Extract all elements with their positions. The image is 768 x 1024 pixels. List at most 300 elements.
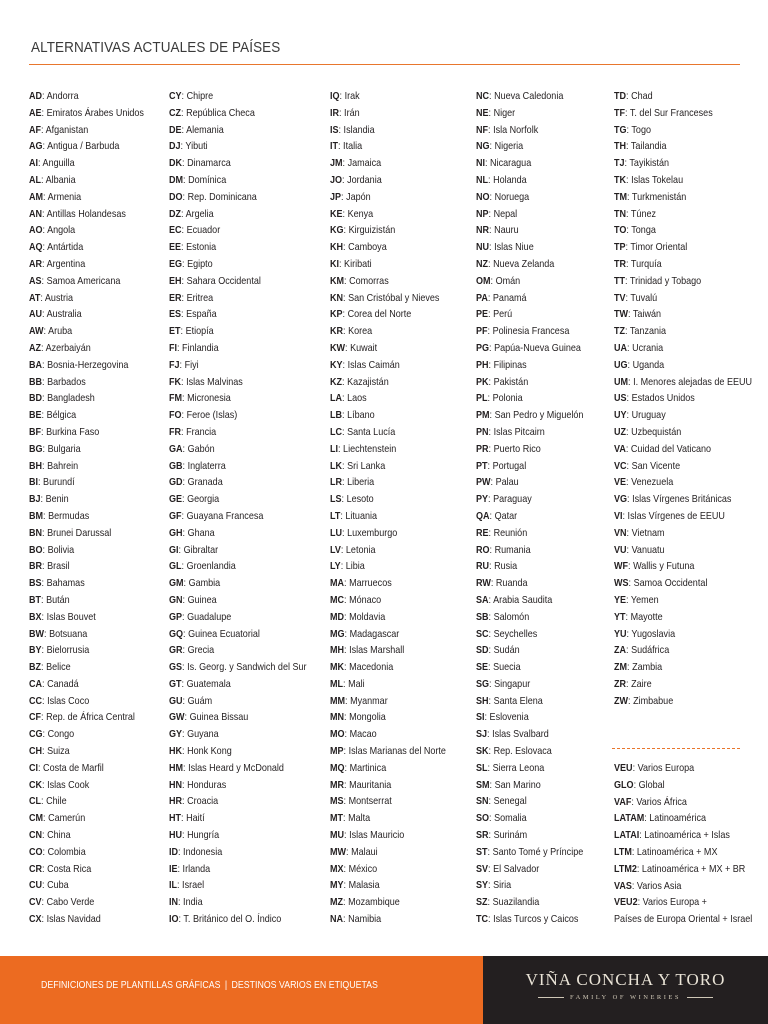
entry-name: T. Británico del O. Índico: [183, 913, 282, 926]
list-item: [29, 844, 144, 861]
entry-code: MW: [330, 845, 347, 858]
entry-name: Puerto Rico: [493, 442, 541, 455]
entry-colon: :: [488, 358, 494, 371]
entry-code: SI: [476, 711, 485, 724]
list-item: [330, 592, 446, 609]
entry-code: HK: [169, 745, 183, 758]
list-item: [29, 323, 144, 340]
list-item: [330, 441, 446, 458]
list-item: [614, 810, 752, 827]
entry-code: HR: [169, 795, 183, 808]
entry-name: Croacia: [187, 795, 219, 808]
entry-name: Rep. Eslovaca: [493, 745, 552, 758]
entry-code: SV: [476, 862, 489, 875]
entry-name: Gibraltar: [183, 543, 219, 556]
entry-name: Tailandia: [630, 140, 667, 153]
entry-code: GQ: [169, 627, 184, 640]
entry-colon: :: [42, 375, 48, 388]
entry-colon: :: [181, 224, 187, 237]
entry-name: Kuwait: [350, 341, 378, 354]
entry-code: AZ: [29, 341, 42, 354]
entry-code: PY: [476, 493, 489, 506]
entry-name: Islas Coco: [47, 694, 90, 707]
entry-code: CZ: [169, 106, 182, 119]
entry-colon: :: [626, 593, 631, 606]
list-item: [614, 138, 752, 155]
entry-colon: :: [487, 761, 493, 774]
entry-colon: :: [345, 694, 351, 707]
entry-colon: :: [626, 425, 632, 438]
entry-colon: :: [628, 694, 634, 707]
entry-name: Omán: [495, 274, 521, 287]
entry-colon: :: [339, 106, 345, 119]
entry-colon: :: [38, 476, 44, 489]
list-item: [614, 122, 752, 139]
entry-code: BR: [29, 560, 43, 573]
entry-name: San Cristóbal y Nieves: [348, 291, 440, 304]
entry-colon: :: [488, 526, 494, 539]
entry-colon: :: [182, 459, 188, 472]
list-item: [476, 290, 583, 307]
list-item: [169, 256, 307, 273]
entry-name: Chile: [46, 795, 67, 808]
entry-code: KG: [330, 224, 344, 237]
list-item: [476, 138, 583, 155]
entry-colon: :: [625, 274, 630, 287]
entry-colon: :: [625, 610, 631, 623]
entry-name: Libia: [345, 560, 365, 573]
entry-code: KI: [330, 257, 340, 270]
entry-code: LV: [330, 543, 341, 556]
entry-name: Guinea: [187, 593, 217, 606]
entry-code: TM: [614, 190, 628, 203]
entry-code: BO: [29, 543, 43, 556]
list-item: [330, 88, 446, 105]
entry-name: Malasia: [348, 879, 380, 892]
entry-colon: :: [181, 123, 187, 136]
entry-code: DO: [169, 190, 183, 203]
entry-name: Panamá: [492, 291, 527, 304]
entry-name: Filipinas: [493, 358, 527, 371]
entry-name: Gabón: [187, 442, 215, 455]
entry-code: LR: [330, 476, 343, 489]
entry-code: GS: [169, 661, 183, 674]
entry-code: AM: [29, 190, 44, 203]
entry-code: BA: [29, 358, 43, 371]
list-item: [169, 155, 307, 172]
entry-name: Santo Tomé y Príncipe: [492, 845, 584, 858]
entry-name: Portugal: [492, 459, 527, 472]
list-item: [476, 374, 583, 391]
list-item: [330, 810, 446, 827]
entry-name: India: [183, 896, 203, 909]
entry-colon: :: [490, 274, 496, 287]
list-item: [169, 458, 307, 475]
entry-colon: :: [41, 644, 47, 657]
entry-name: Alemania: [186, 123, 224, 136]
list-item: [169, 810, 307, 827]
entry-code: MM: [330, 694, 346, 707]
entry-colon: :: [341, 190, 347, 203]
entry-code: BB: [29, 375, 43, 388]
list-item: [476, 323, 583, 340]
entry-code: ID: [169, 845, 179, 858]
entry-code: GW: [169, 711, 185, 724]
entry-code: PW: [476, 476, 491, 489]
list-item: [614, 827, 752, 844]
list-item: [476, 642, 583, 659]
entry-code: TH: [614, 140, 627, 153]
entry-name: Jordania: [347, 173, 382, 186]
entry-colon: :: [344, 829, 350, 842]
list-item: [29, 122, 144, 139]
entry-colon: :: [343, 745, 349, 758]
regions-divider: [612, 748, 740, 749]
entry-name: Vanuatu: [631, 543, 665, 556]
entry-name: Rep. de África Central: [46, 711, 135, 724]
list-item: [614, 911, 752, 928]
entry-name: Kiribati: [344, 257, 372, 270]
list-item: [330, 877, 446, 894]
list-item: [169, 777, 307, 794]
entry-name: Irán: [344, 106, 360, 119]
entry-colon: :: [627, 341, 633, 354]
entry-colon: :: [42, 241, 48, 254]
entry-colon: :: [177, 879, 183, 892]
entry-name: Bulgaria: [47, 442, 81, 455]
entry-name: Suecia: [493, 661, 521, 674]
entry-name: Islas Svalbard: [492, 728, 549, 741]
entry-colon: :: [41, 425, 47, 438]
list-item: [330, 390, 446, 407]
list-item: [169, 626, 307, 643]
entry-name: Haití: [186, 812, 205, 825]
list-item: [29, 911, 144, 928]
list-item: [169, 122, 307, 139]
entry-colon: :: [181, 425, 187, 438]
list-item: [476, 659, 583, 676]
list-item: [476, 726, 583, 743]
entry-colon: :: [487, 896, 493, 909]
entry-colon: :: [44, 627, 50, 640]
entry-code: KW: [330, 341, 346, 354]
entry-name: Finlandia: [182, 341, 219, 354]
entry-colon: :: [489, 224, 495, 237]
entry-colon: :: [181, 90, 187, 102]
entry-name: Israel: [182, 879, 205, 892]
list-item: [614, 357, 752, 374]
entry-code: UM: [614, 375, 629, 388]
list-item: [169, 793, 307, 810]
entry-code: SK: [476, 745, 489, 758]
list-item: [614, 525, 752, 542]
entry-code: GL: [169, 560, 182, 573]
list-item: [169, 441, 307, 458]
entry-colon: :: [488, 610, 494, 623]
entry-colon: :: [179, 358, 185, 371]
list-item: [330, 693, 446, 710]
entry-code: JO: [330, 173, 343, 186]
list-item: [476, 172, 583, 189]
entry-colon: :: [626, 207, 631, 220]
list-item: [476, 491, 583, 508]
entry-code: TF: [614, 106, 626, 119]
entry-code: MP: [330, 745, 344, 758]
list-item: [169, 642, 307, 659]
entry-code: IQ: [330, 90, 340, 102]
entry-code: MC: [330, 593, 345, 606]
entry-name: Ghana: [187, 526, 215, 539]
entry-name: Argentina: [46, 257, 86, 270]
entry-name: Islas Cook: [47, 778, 90, 791]
entry-name: Eslovenia: [489, 711, 529, 724]
entry-code: ST: [476, 845, 488, 858]
list-item: [330, 642, 446, 659]
entry-name: Honk Kong: [187, 745, 232, 758]
list-item: [614, 290, 752, 307]
entry-name: Latinoamérica + Islas: [644, 829, 730, 842]
entry-colon: :: [632, 762, 638, 774]
entry-name: Samoa Americana: [46, 274, 121, 287]
entry-name: Países de Europa Oriental + Israel: [614, 913, 753, 926]
entry-colon: :: [342, 476, 348, 489]
list-item: [476, 558, 583, 575]
entry-colon: :: [628, 308, 633, 321]
entry-code: FO: [169, 409, 182, 422]
entry-colon: :: [487, 325, 493, 338]
list-item: [169, 894, 307, 911]
entry-colon: :: [625, 106, 630, 119]
entry-code: BT: [29, 593, 42, 606]
entry-code: GI: [169, 543, 179, 556]
entry-colon: :: [488, 207, 494, 220]
list-item: [614, 206, 752, 223]
list-item: [476, 626, 583, 643]
list-item: [614, 861, 752, 878]
entry-code: HT: [169, 812, 182, 825]
entry-colon: :: [182, 593, 188, 606]
entry-code: TR: [614, 257, 627, 270]
entry-colon: :: [488, 879, 494, 892]
entry-code: NR: [476, 224, 490, 237]
list-item: [476, 844, 583, 861]
list-item: [29, 508, 144, 525]
footer-orange-panel: [0, 956, 483, 1024]
entry-colon: :: [489, 241, 495, 254]
list-item: [330, 542, 446, 559]
list-item: [476, 424, 583, 441]
list-item: [169, 424, 307, 441]
entry-colon: :: [344, 661, 350, 674]
entry-code: ML: [330, 677, 344, 690]
entry-code: CY: [169, 90, 182, 102]
entry-code: CI: [29, 761, 39, 774]
list-item: [614, 458, 752, 475]
entry-name: Islandia: [343, 123, 375, 136]
entry-name: Zaire: [631, 677, 652, 690]
entry-colon: :: [181, 812, 187, 825]
entry-colon: :: [184, 711, 190, 724]
list-item: [29, 861, 144, 878]
list-item: [29, 441, 144, 458]
entry-colon: :: [342, 409, 348, 422]
entry-name: Uruguay: [631, 409, 666, 422]
entry-name: Etiopía: [185, 325, 214, 338]
list-item: [614, 878, 752, 895]
entry-code: MS: [330, 795, 344, 808]
list-item: [476, 575, 583, 592]
entry-name: Trinidad y Tobago: [629, 274, 702, 287]
list-item: [330, 306, 446, 323]
entry-name: T. del Sur Franceses: [629, 106, 713, 119]
entry-code: SH: [476, 694, 489, 707]
entry-colon: :: [340, 543, 346, 556]
entry-name: Singapur: [494, 677, 531, 690]
entry-code: BJ: [29, 493, 41, 506]
entry-code: AD: [29, 90, 43, 102]
entry-code: TV: [614, 291, 626, 304]
entry-code: VC: [614, 459, 627, 472]
list-item: [614, 390, 752, 407]
list-item: [614, 155, 752, 172]
list-item: [29, 827, 144, 844]
list-item: [330, 172, 446, 189]
entry-colon: :: [625, 241, 631, 254]
entry-name: Turquía: [630, 257, 662, 270]
entry-colon: :: [488, 627, 494, 640]
entry-name: Varios Europa +: [642, 896, 707, 909]
list-item: [476, 474, 583, 491]
entry-code: EG: [169, 257, 183, 270]
entry-name: Domínica: [188, 173, 227, 186]
entry-name: Varios África: [636, 795, 687, 808]
entry-code: DZ: [169, 207, 182, 220]
entry-colon: :: [41, 795, 47, 808]
entry-colon: :: [626, 123, 632, 136]
list-item: [169, 340, 307, 357]
entry-name: Bermudas: [48, 509, 90, 522]
list-item: [476, 542, 583, 559]
entry-colon: :: [342, 459, 348, 472]
list-item: [29, 542, 144, 559]
entry-name: Burundí: [43, 476, 75, 489]
entry-name: Palau: [495, 476, 519, 489]
entry-colon: :: [490, 476, 496, 489]
list-item: [29, 726, 144, 743]
entry-code: VN: [614, 526, 627, 539]
entry-code: MZ: [330, 896, 344, 909]
entry-code: NP: [476, 207, 489, 220]
entry-colon: :: [489, 677, 495, 690]
list-item: [330, 138, 446, 155]
entry-colon: :: [181, 291, 187, 304]
entry-colon: :: [338, 140, 344, 153]
entry-name: Comorras: [349, 274, 389, 287]
list-item: [330, 290, 446, 307]
entry-name: Sierra Leona: [492, 761, 545, 774]
entry-colon: :: [344, 274, 350, 287]
entry-colon: :: [487, 392, 493, 405]
entry-name: Liberia: [347, 476, 375, 489]
list-item: [169, 525, 307, 542]
entry-colon: :: [346, 845, 352, 858]
entry-code: AW: [29, 325, 44, 338]
entry-name: Suiza: [47, 745, 70, 758]
entry-code: IT: [330, 140, 339, 153]
entry-colon: :: [626, 644, 632, 657]
list-item: [330, 508, 446, 525]
entry-colon: :: [489, 543, 495, 556]
list-item: [614, 592, 752, 609]
entry-colon: :: [637, 896, 643, 909]
brand-logo: VIÑA CONCHA Y TORO: [525, 970, 726, 989]
list-item: [476, 793, 583, 810]
entry-name: Islas Pitcairn: [493, 425, 545, 438]
entry-colon: :: [626, 224, 632, 237]
entry-name: Austria: [44, 291, 74, 304]
entry-colon: :: [344, 610, 350, 623]
entry-code: HM: [169, 761, 184, 774]
entry-code: BG: [29, 442, 43, 455]
entry-name: Reunión: [493, 526, 528, 539]
entry-name: Emiratos Árabes Unidos: [46, 106, 144, 119]
entry-name: Camboya: [348, 241, 387, 254]
list-item: [169, 575, 307, 592]
entry-name: Varios Asia: [636, 879, 682, 892]
entry-code: MD: [330, 610, 345, 623]
entry-name: Brasil: [47, 560, 70, 573]
entry-name: Yemen: [630, 593, 659, 606]
entry-code: LTM2: [614, 862, 637, 875]
list-item: [29, 390, 144, 407]
entry-colon: :: [42, 829, 48, 842]
list-item: [330, 122, 446, 139]
list-item: [169, 105, 307, 122]
entry-name: Islas Marianas del Norte: [348, 745, 446, 758]
entry-colon: :: [177, 341, 183, 354]
list-item: [29, 239, 144, 256]
entry-code: IL: [169, 879, 178, 892]
list-item: [169, 323, 307, 340]
entry-code: SC: [476, 627, 489, 640]
entry-code: BF: [29, 425, 42, 438]
entry-name: Paraguay: [493, 493, 532, 506]
entry-code: AE: [29, 106, 42, 119]
list-item: [476, 676, 583, 693]
entry-code: LATAI: [614, 829, 640, 842]
entry-code: CN: [29, 829, 43, 842]
list-item: [330, 155, 446, 172]
list-item: [614, 491, 752, 508]
entry-name: Feroe (Islas): [186, 409, 238, 422]
entry-name: Mayotte: [630, 610, 663, 623]
entry-colon: :: [182, 257, 188, 270]
entry-name: Irak: [344, 90, 360, 102]
entry-name: Malta: [348, 812, 371, 825]
list-item: [476, 340, 583, 357]
list-item: [169, 558, 307, 575]
entry-colon: :: [40, 493, 46, 506]
list-item: [169, 189, 307, 206]
list-item: [29, 189, 144, 206]
entry-code: MT: [330, 812, 344, 825]
list-item: [330, 458, 446, 475]
entry-colon: :: [343, 862, 349, 875]
entry-name: Costa de Marfil: [43, 761, 104, 774]
entry-colon: :: [344, 728, 350, 741]
entry-name: Canadá: [47, 677, 79, 690]
entry-code: BI: [29, 476, 39, 489]
